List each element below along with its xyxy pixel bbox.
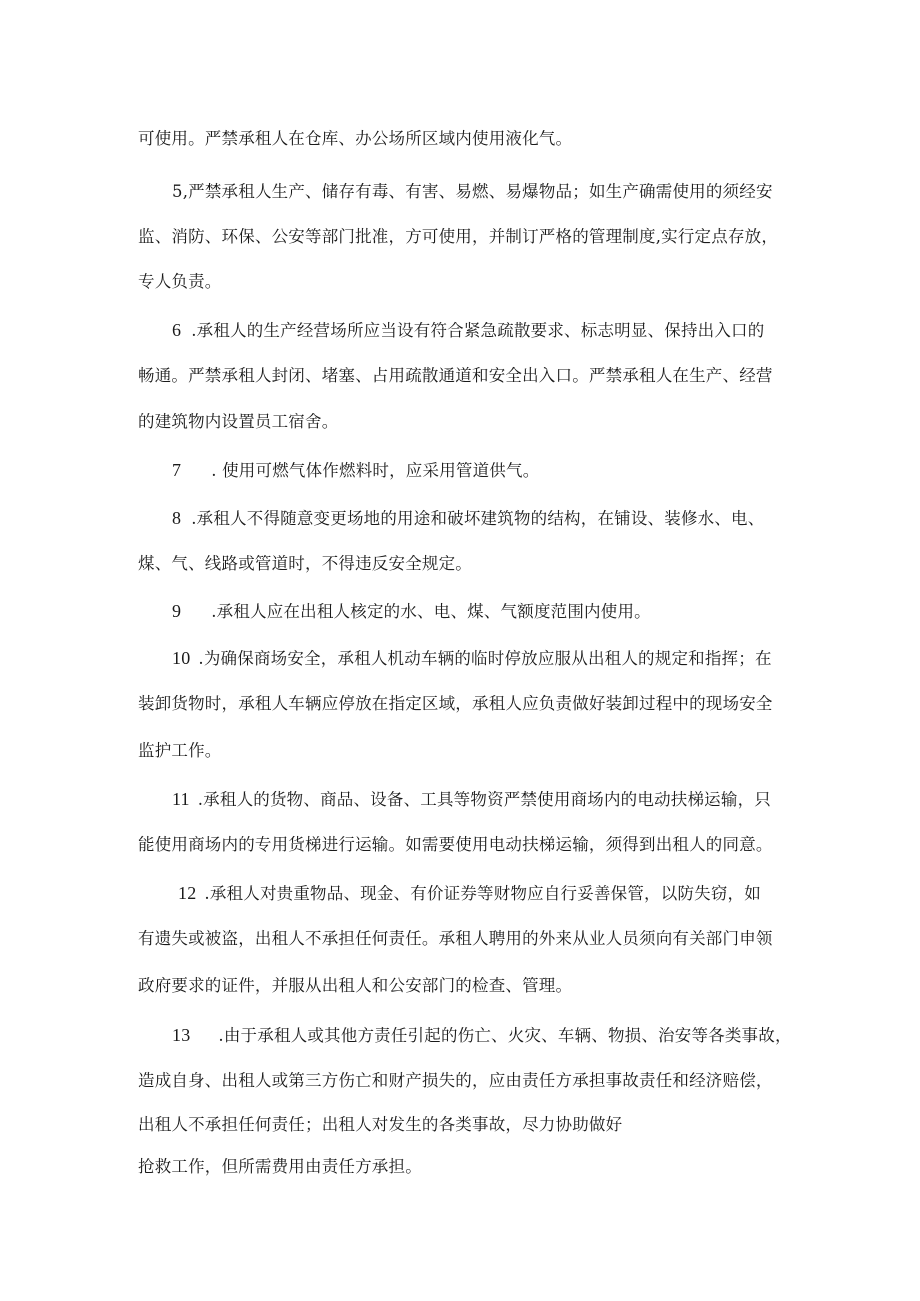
clause-12: [178, 882, 761, 905]
text-line: [138, 411, 338, 433]
clause-number: 6: [172, 320, 182, 340]
line-text: 可使用。严禁承租人在仓库、办公场所区域内使用液化气。: [138, 129, 573, 148]
clause-10: [172, 647, 772, 670]
line-text: .承租人不得随意变更场地的用途和破坏建筑物的结构，在铺设、装修水、电、: [191, 509, 765, 528]
line-text: 畅通。严禁承租人封闭、堵塞、占用疏散通道和安全出入口。严禁承租人在生产、经营: [138, 366, 773, 385]
line-text: 造成自身、出租人或第三方伤亡和财产损失的，应由责任方承担事故责任和经济赔偿，: [138, 1071, 773, 1090]
line-text: 能使用商场内的专用货梯进行运输。如需要使用电动扶梯运输，须得到出租人的同意。: [138, 835, 773, 854]
clause-number: 8: [172, 508, 182, 528]
text-line: [138, 1070, 773, 1092]
clause-13: [172, 1024, 792, 1047]
clause-number: 12: [178, 883, 197, 903]
clause-9: [172, 600, 651, 623]
line-text: .承租人的生产经营场所应当设有符合紧急疏散要求、标志明显、保持出入口的: [191, 321, 765, 340]
line-text: 煤、气、线路或管道时，不得违反安全规定。: [138, 554, 472, 573]
clause-8: [172, 507, 764, 530]
clause-number: 11: [172, 789, 190, 809]
clause-number: 9: [172, 601, 182, 621]
clause-number: 7: [172, 460, 182, 480]
clause-7: [172, 459, 539, 482]
line-text: 监护工作。: [138, 741, 222, 760]
text-line: [138, 740, 222, 762]
line-text: 监、消防、环保、公安等部门批准，方可使用，并制订严格的管理制度,实行定点存放，: [138, 227, 779, 246]
text-line: [138, 553, 472, 575]
clause-6: [172, 319, 764, 342]
text-line: [138, 928, 773, 950]
line-text: 出租人不承担任何责任；出租人对发生的各类事故，尽力协助做好: [138, 1115, 623, 1134]
line-text: . 使用可燃气体作燃料时，应采用管道供气。: [211, 461, 540, 480]
text-line: [138, 693, 773, 715]
text-line: [138, 271, 222, 293]
line-text: 装卸货物时，承租人车辆应停放在指定区域，承租人应负责做好装卸过程中的现场安全: [138, 694, 773, 713]
text-line: [138, 365, 773, 387]
line-text: 有遗失或被盗，出租人不承担任何责任。承租人聘用的外来从业人员须向有关部门申领: [138, 929, 773, 948]
clause-11: [172, 788, 771, 811]
line-text: .承租人应在出租人核定的水、电、煤、气额度范围内使用。: [211, 602, 651, 621]
text-line: [138, 834, 773, 856]
clause-number: 10: [172, 648, 191, 668]
line-text: 5,严禁承租人生产、储存有毒、有害、易燃、易爆物品；如生产确需使用的须经安: [172, 182, 773, 201]
line-text: 抢救工作，但所需费用由责任方承担。: [138, 1157, 422, 1176]
text-line: [138, 1114, 622, 1136]
line-text: 专人负责。: [138, 272, 222, 291]
line-text: 的建筑物内设置员工宿舍。: [138, 412, 339, 431]
text-line: [138, 1156, 422, 1178]
line-text: 政府要求的证件，并服从出租人和公安部门的检查、管理。: [138, 976, 573, 995]
clause-number: 13: [172, 1025, 191, 1045]
text-line: [138, 975, 572, 997]
line-text: .为确保商场安全，承租人机动车辆的临时停放应服从出租人的规定和指挥；在: [198, 649, 772, 668]
text-line: [138, 226, 778, 248]
clause-5: [172, 181, 773, 203]
line-text: .承租人对贵重物品、现金、有价证券等财物应自行妥善保管，以防失窃，如: [204, 884, 761, 903]
line-text: .承租人的货物、商品、设备、工具等物资严禁使用商场内的电动扶梯运输，只: [197, 790, 771, 809]
line-text: .由于承租人或其他方责任引起的伤亡、火灾、车辆、物损、治安等各类事故，: [218, 1026, 792, 1045]
text-line: [138, 128, 572, 150]
